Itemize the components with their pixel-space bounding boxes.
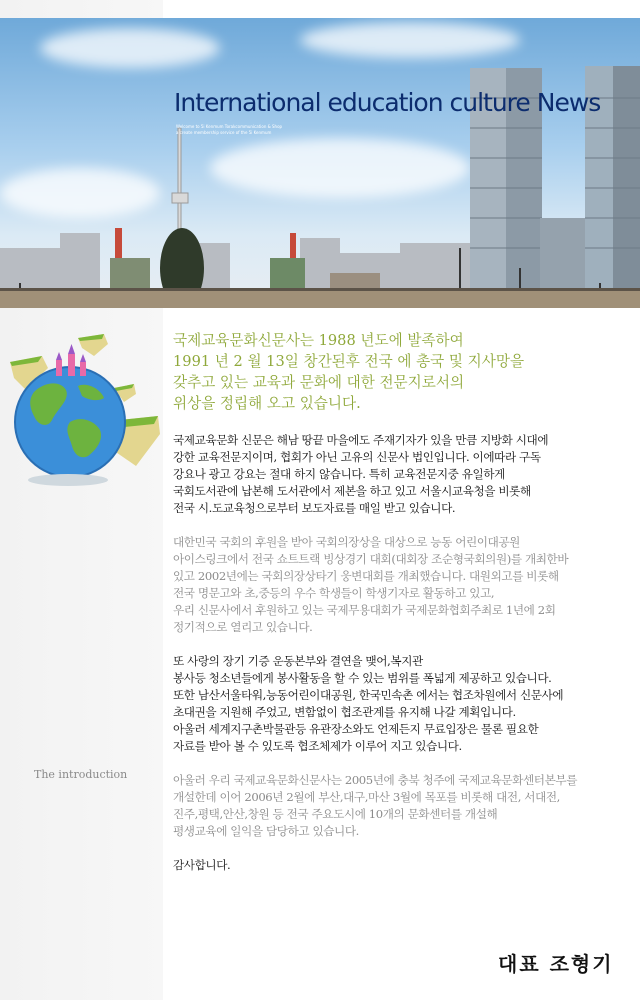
banner-subtitle-line1: Welcome to 5i Kenmum Torakcommunication & Shop: [176, 124, 283, 129]
signature: 대표 조형기: [498, 952, 614, 976]
paragraph-4: [173, 772, 635, 840]
paragraph-line: 강한 교육전문지이며, 협회가 아닌 고유의 신문사 법인입니다. 이에따라 구독: [173, 450, 541, 464]
paragraph-line: 자료를 받아 볼 수 있도록 협조체제가 이루어 지고 있습니다.: [173, 739, 462, 753]
paragraph-line: 전국 시.도교육청으로부터 보도자료를 매일 받고 있습니다.: [173, 501, 456, 515]
lead-line: 갖추고 있는 교육과 문화에 대한 전문지로서의: [173, 374, 465, 391]
paragraph-line: 또한 남산서울타워,능동어린이대공원, 한국민속촌 에서는 협조차원에서 신문사에: [173, 688, 564, 702]
thanks-line: 감사합니다.: [173, 858, 231, 872]
paragraph-line: 정기적으로 열리고 있습니다.: [173, 620, 313, 634]
city-skyline: [0, 18, 640, 308]
globe-illustration: [8, 330, 164, 490]
lead-paragraph: [173, 330, 635, 414]
paragraph-line: 진주,평택,안산,창원 등 전국 주요도시에 10개의 문화센터를 개설해: [173, 807, 498, 821]
lead-line: 국제교육문화신문사는 1988 년도에 발족하여: [173, 332, 464, 349]
paragraph-line: 강요나 광고 강요는 절대 하지 않습니다. 특히 교육전문지중 유일하게: [173, 467, 505, 481]
banner-subtitle-line2: a create membership service of the 5i Kenmum: [176, 130, 272, 135]
paragraph-line: 대한민국 국회의 후원을 받아 국회의장상을 대상으로 능동 어린이대공원: [173, 535, 520, 549]
paragraph-line: 아이스링크에서 전국 쇼트트랙 빙상경기 대회(대회장 조순형국회의원)를 개최한바: [173, 552, 569, 566]
paragraph-line: 국제교육문화 신문은 해남 땅끝 마을에도 주재기자가 있을 만큼 지방화 시대에: [173, 433, 549, 447]
banner-image: [0, 18, 640, 308]
thanks-text: [173, 857, 635, 874]
paragraph-line: 국회도서관에 납본해 도서관에서 제본을 하고 있고 서울시교육청을 비롯해: [173, 484, 531, 498]
paragraph-line: 개설한데 이어 2006년 2월에 부산,대구,마산 3월에 목포를 비롯해 대전, 서대전,: [173, 790, 560, 804]
paragraph-line: 전국 명문고와 초,중등의 우수 학생들이 학생기자로 활동하고 있고,: [173, 586, 495, 600]
banner-title: International education culture News: [174, 88, 601, 117]
paragraph-line: 있고 2002년에는 국회의장상타기 웅변대회를 개최했습니다. 대원외고를 비롯해: [173, 569, 559, 583]
lead-line: 1991 년 2 월 13일 창간된후 전국 에 총국 및 지사망을: [173, 353, 525, 370]
paragraph-3: [173, 653, 635, 755]
sidebar-label-introduction: The introduction: [34, 768, 128, 781]
paragraph-1: [173, 432, 635, 517]
paragraph-line: 아울러 세계지구촌박물관등 유관장소와도 언제든지 무료입장은 물론 필요한: [173, 722, 539, 736]
paragraph-line: 우리 신문사에서 후원하고 있는 국제무용대회가 국제문화협회주최로 1년에 2회: [173, 603, 556, 617]
paragraph-line: 아울러 우리 국제교육문화신문사는 2005년에 충북 청주에 국제교육문화센터본부를: [173, 773, 578, 787]
main-content: [173, 330, 635, 874]
paragraph-2: [173, 534, 635, 636]
lead-line: 위상을 정립해 오고 있습니다.: [173, 395, 361, 412]
paragraph-line: 평생교육에 일익을 담당하고 있습니다.: [173, 824, 359, 838]
paragraph-line: 또 사랑의 장기 기증 운동본부와 결연을 맺어,복지관: [173, 654, 423, 668]
paragraph-line: 봉사등 청소년들에게 봉사활동을 할 수 있는 범위를 폭넓게 제공하고 있습니다.: [173, 671, 552, 685]
paragraph-line: 초대권을 지원해 주었고, 변함없이 협조관계를 유지해 나갈 계획입니다.: [173, 705, 516, 719]
